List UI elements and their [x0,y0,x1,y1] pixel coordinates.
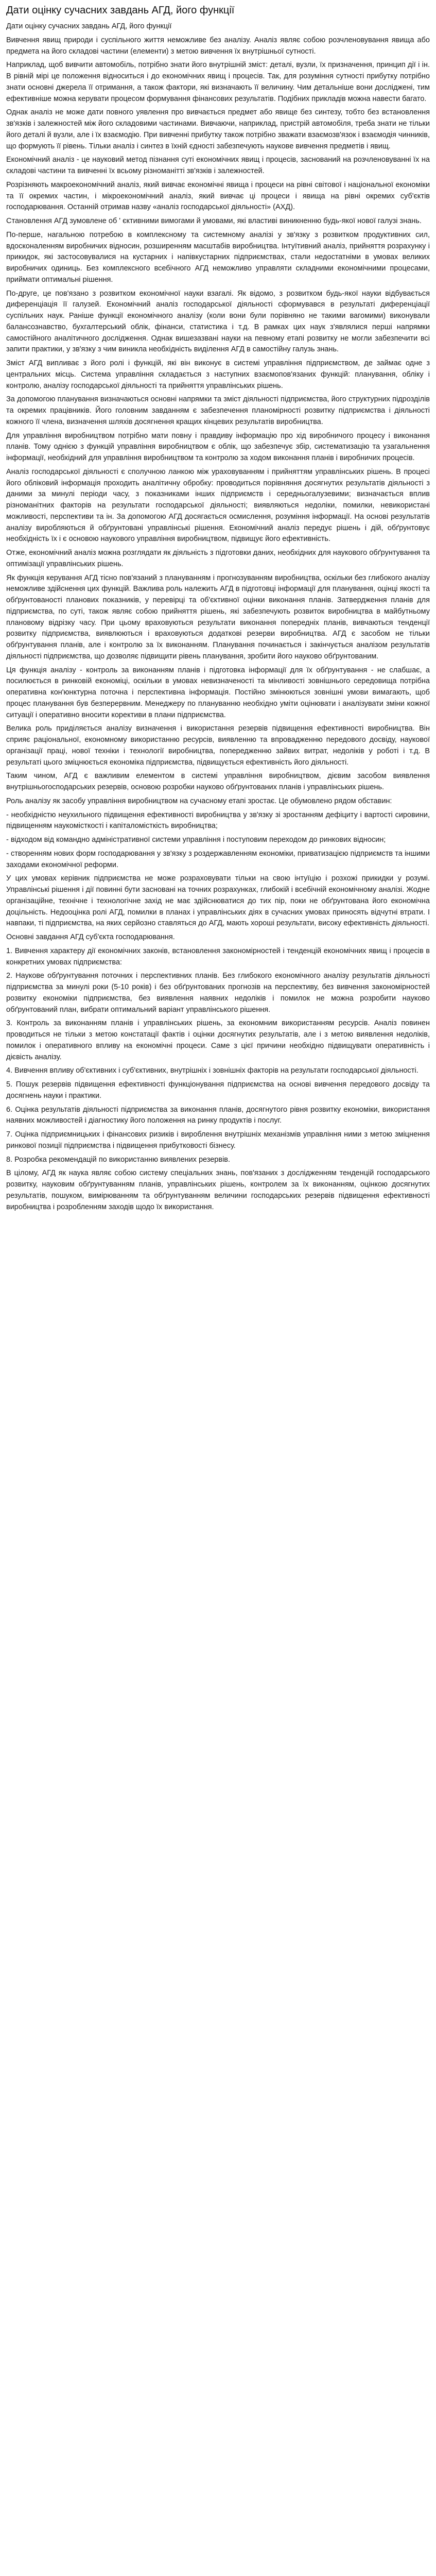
page-title: Дати оцінку сучасних завдань АГД, його функції [6,5,235,16]
paragraph: В цілому, АГД як наука являє собою систему спеціальних знань, пов'язаних з дослідженням тенденцій господарського розвитку, науковим обґрунтуванням планів, управлінських рішень, контролем за їх виконанням, оцінкою досягнутих результатів, пошуком, вимірюванням та обґрунтуванням величини господарських резервів підвищення ефективності виробництва і розробленням заходів щодо їх використання. [6,1169,430,1211]
paragraph: 1. Вивчення характеру дії економічних законів, встановлення закономірностей і тенденцій економічних явищ і процесів в конкретних умовах підприємства: [6,946,430,967]
paragraph: Вивчення явищ природи і суспільного життя неможливе без аналізу. Аналіз являє собою розчленовування явища або предмета на його складові частини (елементи) з метою вивчення їх внутрішньої сутності. [6,36,430,56]
paragraph: Ця функція аналізу - контроль за виконанням планів і підготовка інформації для їх обґрунтування - не слабшає, а посилюється в ринковій економіці, оскільки в умовах невизначеності та мінливості зовнішнього середовища потрібна оперативна кон'юнктурна поточна і перспективна інформація. Постійно змінюються зовнішні умови вимагають, щоб процес планування був безперервним. Менеджеру по плануванню необхідно уміти оцінювати і аналізувати зміни кожної ситуації і оперативно вносити корективи в плани підприємства. [6,666,430,719]
paragraph: У цих умовах керівник підприємства не може розраховувати тільки на свою інтуїцію і розхожі прикидки у розумі. Управлінські рішення і дії повинні бути засновані на точних розрахунках, глибокій і всебічній економічному аналізі. Жодне організаційне, технічне і технологічне захід не має здійснюватися до тих пір, поки не обґрунтована його економічна доцільність. Недооцінка ролі АГД, помилки в планах і управлінських діях в сучасних умовах приносять відчутні втрати. І навпаки, ті підприємства, на яких серйозно ставляться до АГД, мають хороші результати, високу ефективність діяльності. [6,874,430,928]
paragraph: - відходом від командно адміністративної системи управління і поступовим переходом до ринкових відносин; [6,836,386,844]
paragraph: 3. Контроль за виконанням планів і управлінських рішень, за економним використанням ресурсів. Аналіз повинен проводиться не тільки з метою констатації фактів і оцінки досягнутих результатів, але і з метою виявлення недоліків, помилок і оперативного впливу на економічні процеси. Саме з цієї причини необхідно підвищувати оперативність і дієвість аналізу. [6,1019,430,1061]
paragraph: 2. Наукове обґрунтування поточних і перспективних планів. Без глибокого економічного аналізу результатів діяльності підприємства за минулі роки (5-10 років) і без обґрунтованих прогнозів на перспективу, без вивчення закономірностей розвитку економіки підприємства, без виявлення наявних недоліків і помилок не можна розробити науково обґрунтований план, вибрати оптимальний варіант управлінського рішення. [6,972,430,1014]
paragraph: Отже, економічний аналіз можна розглядати як діяльність з підготовки даних, необхідних для наукового обґрунтування та оптимізації управлінських рішень. [6,549,430,568]
paragraph: По-перше, нагальною потребою в комплексному та системному аналізі у зв'язку з розвитком продуктивних сил, вдосконаленням виробничих відносин, розширенням масштабів виробництва. Інтуїтивний аналіз, прийняття розрахунку і прикидок, які застосовувалися на кустарних і напівкустарних підприємствах, стали недостатніми в умовах великих виробничих одиниць. Без комплексного всебічного АГД неможливо управляти складними економічними процесами, приймати оптимальні рішення. [6,230,430,284]
paragraph: Становлення АГД зумовлене об ' єктивними вимогами й умовами, які властиві виникненню будь-якої нової галузі знань. [6,217,422,225]
paragraph: За допомогою планування визначаються основні напрямки та зміст діяльності підприємства, його структурних підрозділів та окремих працівників. Його головним завданням є забезпечення планомірності розвитку підприємства і діяльності кожного її члена, визначення шляхів досягнення кращих кінцевих результатів виробництва. [6,395,430,426]
paragraph: 4. Вивчення впливу об'єктивних і суб'єктивних, внутрішніх і зовнішніх факторів на результати господарської діяльності. [6,1066,418,1075]
article-body [6,21,430,1213]
paragraph: Розрізняють макроекономічний аналіз, який вивчає економічні явища і процеси на рівні світової і національної економіки та її окремих частин, і мікроекономічний аналіз, який вивчає ці процеси і явища на рівні окремих суб'єктів господарювання. Останній отримав назву «аналіз господарської діяльності» (АХД). [6,180,430,212]
paragraph: Як функція керування АГД тісно пов'язаний з плануванням і прогнозуванням виробництва, оскільки без глибокого аналізу неможливе здійснення цих функцій. Важлива роль належить АГД в підготовці інформації для планування, оцінці якості та обґрунтованості планових показників, у перевірці та об'єктивної оцінки виконання планів. Затвердження планів для підприємства, по суті, також являє собою прийняття рішень, які забезпечують розвиток виробництва в майбутньому плановому відрізку часу. При цьому враховуються результати виконання попередніх планів, вивчаються тенденції розвитку підприємства, виявлюються і враховуються додаткові резерви виробництва. АГД є засобом не тільки обґрунтування планів, але і контролю за їх виконанням. Планування починається і закінчується аналізом результатів діяльності підприємства, що дозволяє підвищити рівень планування, зробити його науково обґрунтованим. [6,573,430,660]
paragraph: 6. Оцінка результатів діяльності підприємства за виконання планів, досягнутого рівня розвитку економіки, використання наявних можливостей і діагностику його положення на ринку продуктів і послуг. [6,1105,430,1125]
paragraph: 8. Розробка рекомендацій по використанню виявлених резервів. [6,1155,231,1164]
paragraph: Таким чином, АГД є важливим елементом в системі управління виробництвом, дієвим засобом виявлення внутрішньогосподарських резервів, основою розробки науково обґрунтованих планів і управлінських рішень. [6,772,430,791]
paragraph: Основні завдання АГД суб'єкта господарювання. [6,933,175,941]
subtitle: Дати оцінку сучасних завдань АГД, його функції [6,22,172,30]
paragraph: Велика роль приділяється аналізу визначення і використання резервів підвищення ефективності виробництва. Він сприяє раціональної, економному використанню ресурсів, виявленню та впровадженню передового досвіду, наукової організації праці, нової техніки і технології виробництва, попередженню зайвих витрат, недоліків у роботі і т.д. В результаті цього зміцнюється економіка підприємства, підвищується ефективність його діяльності. [6,724,430,767]
paragraph: Роль аналізу як засобу управління виробництвом на сучасному етапі зростає. Це обумовлено рядом обставин: [6,796,392,805]
paragraph: Зміст АГД випливає з його ролі і функцій, які він виконує в системі управління підприємством, де займає одне з центральних місць. Система управління складається з наступних взаємопов'язаних функцій: планування, обліку і контролю, аналізу господарської діяльності та прийняття управлінських рішень. [6,359,430,390]
paragraph: По-друге, це пов'язано з розвитком економічної науки взагалі. Як відомо, з розвитком будь-якої науки відбувається диференціація її галузей. Економічний аналіз господарської діяльності сформувався в результаті диференціації суспільних наук. Раніше функції економічного аналізу (коли вони були порівняно не такими вагомими) виконували балансознавство, бухгалтерський облік, фінанси, статистика і т.д. В рамках цих наук з'являлися перші напрямки самостійного аналітичного дослідження. Однак вишезазвані науки на певному етапі розвитку не могли забезпечити всі запити практики, у зв'язку з чим виникла необхідність виділення АГД в самостійну галузь знань. [6,289,430,354]
paragraph: 5. Пошук резервів підвищення ефективності функціонування підприємства на основі вивчення передового досвіду та досягнень науки і практики. [6,1080,430,1100]
paragraph: Економічний аналіз - це науковий метод пізнання суті економічних явищ і процесів, заснований на розчленовуванні їх на складові частини та вивченні їх всьому різноманітті зв'язків і залежностей. [6,156,430,175]
paragraph: 7. Оцінка підприємницьких і фінансових ризиків і вироблення внутрішніх механізмів управління ними з метою зміцнення ринкової позиції підприємства і підвищення прибутковості бізнесу. [6,1130,430,1150]
paragraph: Однак аналіз не може дати повного уявлення про вивчається предмет або явище без синтезу, тобто без встановлення зв'язків і залежностей між його складовими частинами. Вивчаючи, наприклад, пристрій автомобіля, треба знати не тільки його деталі й вузли, але і їх взаємодію. При вивченні прибутку також потрібно зважати взаємозв'язок і взаємодія чинників, що формують її рівень. Тільки аналіз і синтез в їхній єдності забезпечують наукове вивчення предметів і явищ. [6,108,430,150]
paragraph: Для управління виробництвом потрібно мати повну і правдиву інформацію про хід виробничого процесу і виконання планів. Тому однією з функцій управління виробництвом є облік, що забезпечує збір, систематизацію та узагальнення інформації, необхідний для управління виробництвом та контролю за ходом виконання планів і виробничих процесів. [6,431,430,462]
paragraph: Аналіз господарської діяльності є сполучною ланкою між ураховуванням і прийняттям управлінських рішень. В процесі його обліковий інформація проходить аналітичну обробку: проводиться порівняння досягнутих результатів діяльності з даними за минулі періоди часу, з показниками інших підприємств і середньогалузевими; визначається вплив різноманітних факторів на результати господарської діяльності; виявляються недоліки, помилки, невикористані можливості, перспективи та ін. За допомогою АГД досягається осмислення, розуміння інформації. На основі результатів аналізу виробляються й обґрунтовані управлінські рішення. Економічний аналіз передує рішень і дій, обґрунтовує необхідність їх і є основою наукового управління виробництвом, підвищує його ефективність. [6,467,430,544]
paragraph: Наприклад, щоб вивчити автомобіль, потрібно знати його внутрішній зміст: деталі, вузли, їх призначення, принцип дії і ін. В рівній мірі це положення відноситься і до економічних явищ і процесів. Так, для розуміння сутності прибутку потрібно знати основні джерела її отримання, а також фактори, які визначають її величину. Чим детальніше вони досліджені, тим ефективніше можна керувати процесом формування фінансових результатів. Подібних прикладів можна навести багато. [6,61,430,103]
paragraph: - створенням нових форм господарювання у зв'язку з роздержавленням економіки, приватизацією підприємств та іншими заходами економічної реформи. [6,849,430,869]
paragraph: - необхідністю неухильного підвищення ефективності виробництва у зв'язку зі зростанням дефіциту і вартості сировини, підвищенням наукомісткості і капіталомісткість виробництва; [6,810,430,831]
